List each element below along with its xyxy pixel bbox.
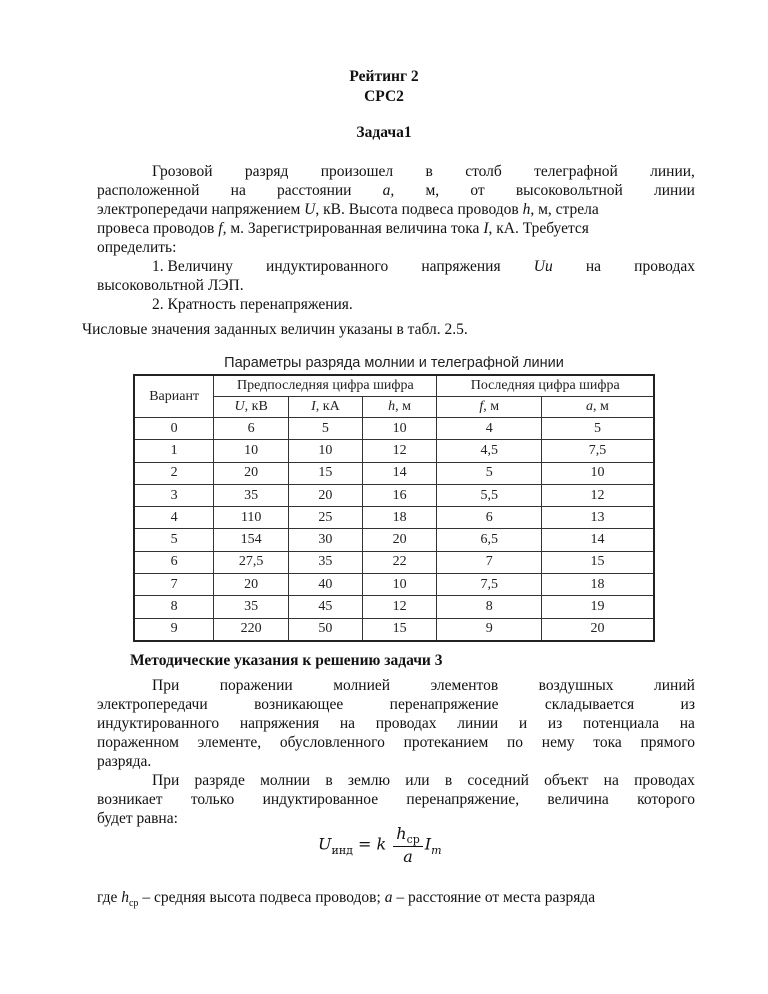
text-fragment: – расстояние от места разряда [392, 889, 596, 906]
word: из [680, 696, 695, 713]
table-cell: 1 [134, 440, 214, 462]
table-cell: 20 [362, 529, 437, 551]
word: складывается [544, 696, 635, 713]
table-cell: 50 [289, 618, 363, 641]
word: расстоянии [277, 182, 352, 199]
group-last-digit: Последняя цифра шифра [437, 375, 654, 397]
table-cell: 4 [437, 418, 542, 440]
word: a, [382, 182, 395, 199]
table-cell: 20 [541, 618, 654, 641]
word: м, [425, 182, 440, 199]
col-U: U, кВ [214, 397, 289, 418]
problem-line-5: определить: [97, 239, 177, 256]
var-h: h [522, 201, 531, 218]
word: землю [347, 772, 391, 789]
table-cell: 5 [541, 418, 654, 440]
table-cell: 20 [214, 574, 289, 596]
table-cell: 4,5 [437, 440, 542, 462]
word: в [444, 772, 453, 789]
table-note: Числовые значения заданных величин указаны в табл. 2.5. [82, 321, 468, 338]
text-fragment: , кВ. Высота подвеса проводов [315, 201, 523, 218]
table-cell: 6 [214, 418, 289, 440]
word: обусловленного [279, 734, 385, 751]
word: разряд [244, 163, 289, 180]
guide-p1-line-5: разряда. [97, 753, 152, 770]
unit: , кА [315, 399, 340, 414]
word: соседний [467, 772, 529, 789]
table-cell: 9 [437, 618, 542, 641]
table-cell: 6 [437, 507, 542, 529]
sub: ср [128, 898, 139, 910]
table-cell: 19 [541, 596, 654, 618]
table-cell: 20 [214, 462, 289, 484]
table-cell: 35 [214, 596, 289, 618]
guide-p2-line-1 [152, 771, 695, 790]
unit: , кВ [244, 399, 268, 414]
word: в [425, 163, 433, 180]
word: элементов [430, 677, 499, 694]
word: потенциала [583, 715, 660, 732]
table-cell: 10 [362, 418, 437, 440]
word: электропередачи [97, 696, 208, 713]
word: линии, [650, 163, 695, 180]
text-fragment: , м, стрела [530, 201, 599, 218]
table-cell: 35 [214, 484, 289, 506]
word: прямого [640, 734, 695, 751]
table-header-row [134, 375, 654, 397]
var-a: a [384, 889, 393, 906]
col-I: I, кА [289, 397, 363, 418]
word: поражении [219, 677, 293, 694]
col-variant: Вариант [134, 375, 214, 418]
table-cell: 0 [134, 418, 214, 440]
table-cell: 10 [289, 440, 363, 462]
word: столб [465, 163, 502, 180]
table-row [134, 618, 654, 641]
formula-a: a [403, 847, 413, 867]
word: молнии [260, 772, 311, 789]
task-title: Задача1 [356, 124, 412, 141]
unit: , м [483, 399, 500, 414]
word: индуктированное [262, 791, 379, 808]
word: в [325, 772, 333, 789]
text-fragment: электропередачи напряжением [97, 201, 305, 218]
word: объект [544, 772, 589, 789]
table-cell: 22 [362, 551, 437, 573]
guide-p1-line-4 [97, 733, 695, 752]
word: телеграфной [534, 163, 618, 180]
table-cell: 6,5 [437, 529, 542, 551]
formula-h: h [396, 824, 407, 843]
group-prev-digit: Предпоследняя цифра шифра [214, 375, 437, 397]
word: проводах [375, 715, 437, 732]
word: перенапряжение [389, 696, 499, 713]
table-cell: 5 [289, 418, 363, 440]
guide-p2-line-2 [97, 790, 695, 809]
col-f: f, м [437, 397, 542, 418]
word: напряжения [421, 258, 501, 275]
rating-title: Рейтинг 2 [349, 68, 419, 85]
word: индуктированного [97, 715, 220, 732]
table-cell: 45 [289, 596, 363, 618]
word: Грозовой [152, 163, 213, 180]
word: тока [593, 734, 622, 751]
problem-line-1 [152, 162, 695, 181]
problem-line-3 [97, 200, 695, 219]
table-cell: 14 [362, 462, 437, 484]
table-cell: 25 [289, 507, 363, 529]
table-cell: 2 [134, 462, 214, 484]
formula-sub: инд [331, 843, 353, 857]
table-cell: 40 [289, 574, 363, 596]
word: 1. Величину [152, 258, 233, 275]
table-cell: 18 [362, 507, 437, 529]
table-cell: 20 [289, 484, 363, 506]
table-row [134, 529, 654, 551]
var-h: h [121, 889, 129, 906]
text-fragment: где [97, 889, 122, 906]
table-row [134, 574, 654, 596]
table-row [134, 440, 654, 462]
word: При [152, 772, 180, 789]
table-cell: 27,5 [214, 551, 289, 573]
word: на [603, 772, 619, 789]
table-cell: 12 [541, 484, 654, 506]
word: протеканием [403, 734, 489, 751]
guide-heading: Методические указания к решению задачи 3 [130, 652, 443, 669]
formula-U: U [318, 834, 332, 854]
table-row [134, 462, 654, 484]
table-cell: 7 [134, 574, 214, 596]
table-cell: 6 [134, 551, 214, 573]
word: или [405, 772, 430, 789]
item1-line-1 [152, 257, 695, 276]
unit: , м [593, 399, 609, 414]
formula-fraction [393, 824, 423, 866]
table-cell: 7,5 [541, 440, 654, 462]
word: и [518, 715, 528, 732]
text-fragment: м. Зарегистрированная величина тока [226, 220, 484, 237]
formula-eq: = k [352, 834, 392, 854]
problem-line-2 [97, 181, 695, 200]
word: нему [541, 734, 575, 751]
word: При [152, 677, 180, 694]
table-cell: 12 [362, 440, 437, 462]
table-cell: 14 [541, 529, 654, 551]
word: линии [457, 715, 499, 732]
word: возникающее [254, 696, 344, 713]
unit: , м [395, 399, 412, 414]
col-a: a, м [541, 397, 654, 418]
word: от [470, 182, 485, 199]
table-cell: 5 [437, 462, 542, 484]
word: только [190, 791, 235, 808]
word: элементе, [197, 734, 262, 751]
word: по [507, 734, 524, 751]
table-cell: 110 [214, 507, 289, 529]
table-body [134, 418, 654, 641]
guide-p2-line-3: будет равна: [97, 810, 178, 827]
word: молнией [333, 677, 391, 694]
text-fragment: – средняя высота подвеса проводов; [138, 889, 385, 906]
word: возникает [97, 791, 163, 808]
problem-line-4 [97, 219, 589, 238]
word: из [547, 715, 563, 732]
table-cell: 5 [134, 529, 214, 551]
table-cell: 15 [289, 462, 363, 484]
formula-sub: ср [406, 833, 420, 847]
table-cell: 15 [362, 618, 437, 641]
table-cell: 154 [214, 529, 289, 551]
word: индуктированного [266, 258, 389, 275]
srs-title: СРС2 [364, 88, 404, 105]
word: линий [654, 677, 695, 694]
table-cell: 35 [289, 551, 363, 573]
table-cell: 7 [437, 551, 542, 573]
table-cell: 4 [134, 507, 214, 529]
guide-p1-line-2 [97, 695, 695, 714]
word: расположенной [97, 182, 200, 199]
table-row [134, 596, 654, 618]
table-row [134, 484, 654, 506]
table-cell: 30 [289, 529, 363, 551]
word: на [679, 715, 695, 732]
formula [318, 824, 442, 866]
table-cell: 8 [134, 596, 214, 618]
guide-last-line [97, 888, 595, 913]
table-cell: 10 [362, 574, 437, 596]
table-cell: 12 [362, 596, 437, 618]
table-cell: 5,5 [437, 484, 542, 506]
text-fragment: провеса проводов [97, 220, 219, 237]
table-cell: 15 [541, 551, 654, 573]
word: линии [654, 182, 695, 199]
var-U: U [304, 201, 316, 218]
col-h: h, м [362, 397, 437, 418]
word: разряде [194, 772, 245, 789]
table-cell: 3 [134, 484, 214, 506]
word: на [230, 182, 246, 199]
word: на [585, 258, 602, 275]
table-cell: 10 [541, 462, 654, 484]
word: проводах [634, 772, 695, 789]
table-row [134, 418, 654, 440]
word: произошел [320, 163, 394, 180]
word: на [339, 715, 356, 732]
table-cell: 9 [134, 618, 214, 641]
var-f: f, [218, 220, 227, 237]
word: Uи [533, 258, 553, 275]
word: проводах [634, 258, 695, 275]
formula-I: I [424, 834, 432, 854]
guide-p1-line-3 [97, 714, 695, 733]
table-cell: 16 [362, 484, 437, 506]
word: перенапряжение, [406, 791, 520, 808]
table-row [134, 551, 654, 573]
table-cell: 13 [541, 507, 654, 529]
word: которого [637, 791, 695, 808]
formula-sub: m [431, 843, 442, 857]
word: высоковольтной [515, 182, 623, 199]
parameters-table [133, 374, 655, 642]
word: воздушных [538, 677, 614, 694]
word: напряжения [239, 715, 320, 732]
item1-line-2: высоковольтной ЛЭП. [97, 277, 244, 294]
word: пораженном [97, 734, 179, 751]
word: величина [547, 791, 609, 808]
text-fragment: , кА. Требуется [488, 220, 589, 237]
table-title: Параметры разряда молнии и телеграфной линии [224, 355, 564, 371]
table-cell: 18 [541, 574, 654, 596]
table-cell: 10 [214, 440, 289, 462]
table-cell: 8 [437, 596, 542, 618]
table-cell: 7,5 [437, 574, 542, 596]
var-I: I [483, 220, 489, 237]
table-row [134, 507, 654, 529]
table-cell: 220 [214, 618, 289, 641]
guide-p1-line-1 [152, 676, 695, 695]
item2-line: 2. Кратность перенапряжения. [152, 296, 353, 313]
